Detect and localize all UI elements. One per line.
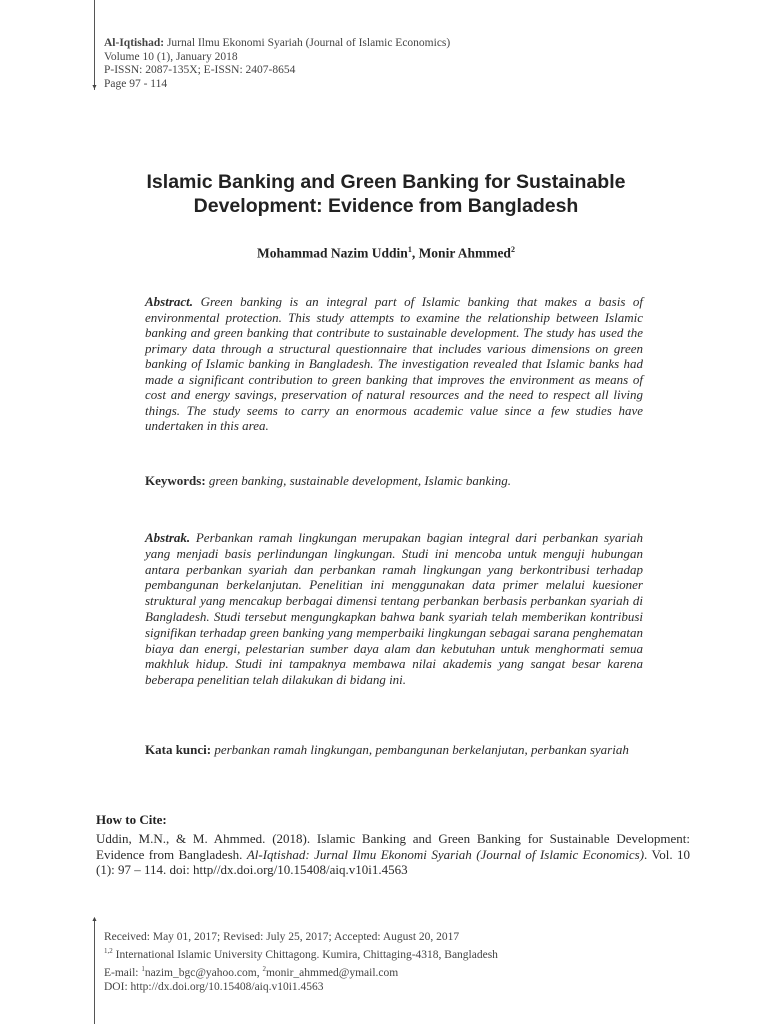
pages-line: Page 97 - 114 — [104, 77, 168, 90]
kata-kunci-text: perbankan ramah lingkungan, pembangunan berkelanjutan, perbankan syariah — [214, 742, 629, 757]
how-to-cite-heading: How to Cite: — [96, 812, 167, 827]
margin-rule-top — [94, 0, 95, 90]
author-1: Mohammad Nazim Uddin — [257, 245, 408, 261]
journal-description: Jurnal Ilmu Ekonomi Syariah (Journal of Islamic Economics) — [166, 37, 451, 49]
title-line-2: Development: Evidence from Bangladesh — [193, 195, 579, 217]
issn-line: P-ISSN: 2087-135X; E-ISSN: 2407-8654 — [104, 64, 296, 76]
affiliation-marks: 1,2 — [104, 947, 113, 955]
email-2-mark: 2 — [262, 964, 266, 973]
margin-arrow-down-icon: ▼ — [91, 83, 98, 91]
article-footer — [104, 930, 498, 994]
email-label: E-mail: — [104, 966, 142, 979]
kata-kunci-label: Kata kunci: — [145, 742, 212, 757]
abstrak-label: Abstrak. — [145, 530, 191, 545]
email-line — [104, 962, 498, 980]
keywords-english — [145, 473, 643, 489]
title-line-1: Islamic Banking and Green Banking for Sustainable — [146, 171, 626, 193]
email-1-mark: 1 — [141, 964, 145, 973]
received-dates: Received: May 01, 2017; Revised: July 25, 2017; Accepted: August 20, 2017 — [104, 931, 460, 943]
keywords-indonesian — [145, 742, 643, 758]
abstract-label: Abstract. — [145, 294, 194, 309]
citation-part-1: Uddin, M.N., & M. Ahmmed. (2018). Islamic Banking and Green Banking for Sustainable Development: Evidence from Bangladesh. — [96, 831, 690, 862]
keywords-text: green banking, sustainable development, Islamic banking. — [208, 473, 511, 488]
author-1-affiliation-mark: 1 — [407, 245, 412, 254]
email-1[interactable]: nazim_bgc@yahoo.com, — [144, 966, 263, 979]
affiliation-line — [104, 944, 498, 962]
citation-part-2: . Vol. 10 (1): 97 – 114. doi: http//dx.doi.org/10.15408/aiq.v10i1.4563 — [96, 846, 690, 877]
abstract-english — [145, 294, 643, 434]
journal-line — [104, 37, 450, 51]
margin-rule-bottom — [94, 920, 95, 1024]
paper-title — [96, 170, 676, 218]
journal-header — [104, 37, 450, 91]
author-separator: , — [411, 245, 419, 261]
citation-text — [96, 831, 690, 878]
volume-line: Volume 10 (1), January 2018 — [104, 50, 238, 63]
email-2[interactable]: monir_ahmmed@ymail.com — [265, 966, 399, 979]
abstract-text: Green banking is an integral part of Islamic banking that makes a basis of environmental protection. This study attempts to examine the relationship between Islamic banking and green banking that contribute to sustainable development. The study has used the primary data through a structural questionnaire that includes various dimensions on green banking of Islamic banking in Bangladesh. The investigation revealed that Islamic banks had made a significant contribution to green banking that improves the environment as means of cost and energy savings, preservation of natural resources and the need to respect all living things. The study seems to carry an enormous academic value since a few studies have undertaken in this area. — [145, 294, 644, 433]
author-2: Monir Ahmmed — [418, 245, 511, 261]
journal-name: Al-Iqtishad: — [104, 37, 165, 49]
affiliation-text: International Islamic University Chittagong. Kumira, Chittaging-4318, Bangladesh — [112, 948, 498, 961]
doi-line[interactable]: DOI: http://dx.doi.org/10.15408/aiq.v10i1.4563 — [104, 980, 324, 993]
citation-journal: Al-Iqtishad: Jurnal Ilmu Ekonomi Syariah (Journal of Islamic Economics) — [246, 846, 645, 862]
authors-line — [96, 245, 676, 262]
margin-arrow-up-icon: ▲ — [91, 915, 98, 923]
author-2-affiliation-mark: 2 — [510, 245, 515, 254]
abstrak-text: Perbankan ramah lingkungan merupakan bagian integral dari perbankan syariah yang menjadi basis perlindungan lingkungan. Studi ini mencoba untuk menguji hubungan antara perbankan syariah dan perbankan ramah lingkungan yang berkontribusi terhadap pembangunan berkelanjutan. Penelitian ini menggunakan data primer melalui kuesioner struktural yang mencakup berbagai dimensi tentang perbankan berbasis perbankan syariah di Bangladesh. Studi tersebut mengungkapkan bahwa bank syariah telah memberikan kontribusi signifikan terhadap green banking yang memperbaiki lingkungan sebagai sarana penghematan biaya dan energi, pelestarian sumber daya alam dan kebutuhan untuk menghormati semua makhluk hidup. Studi ini tampaknya membawa nilai akademis yang sangat besar karena beberapa penelitian telah dilakukan di bidang ini. — [145, 530, 643, 688]
keywords-label: Keywords: — [145, 473, 206, 488]
abstract-indonesian — [145, 530, 643, 688]
